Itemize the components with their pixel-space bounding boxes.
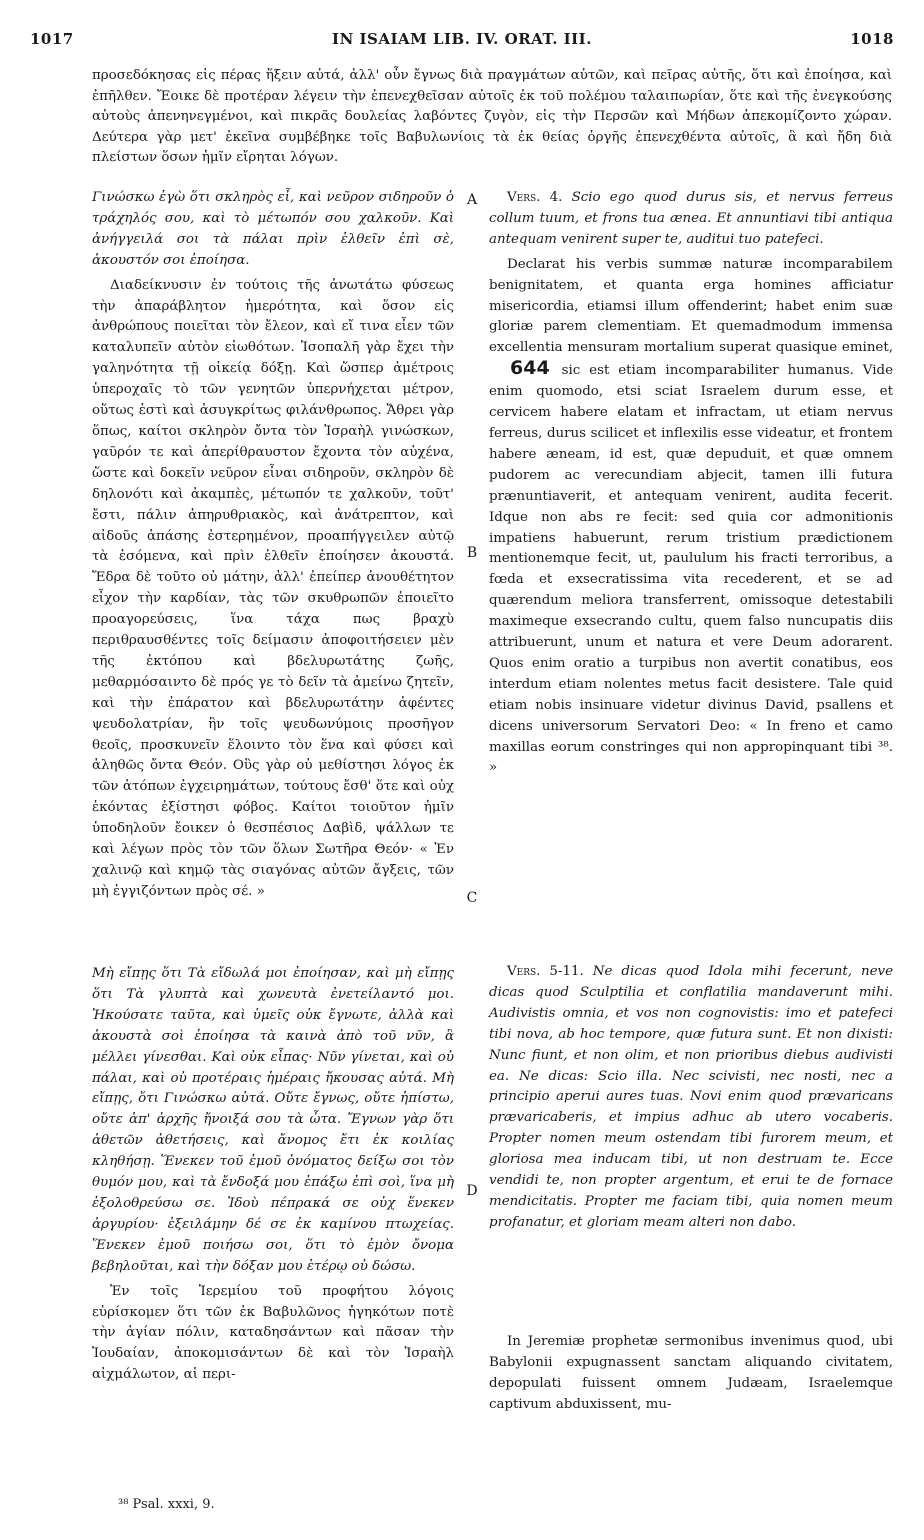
margin-letter-b: B	[466, 545, 478, 561]
margin-letter-d: D	[466, 1183, 478, 1199]
running-header	[30, 30, 894, 52]
greek-column-upper	[92, 188, 454, 903]
verse-label: Vers. 5-11.	[507, 964, 584, 979]
latin-verses-5-11	[489, 962, 893, 1234]
verse-label: Vers. 4.	[507, 190, 563, 205]
running-title: IN ISAIAM LIB. IV. ORAT. III.	[332, 30, 592, 48]
margin-letter-a: A	[466, 192, 478, 208]
margin-letter-c: C	[466, 890, 478, 906]
greek-commentary-1: Διαδείκνυσιν ἐν τούτοις τῆς ἀνωτάτω φύσεως τὴν ἀπαράβλητον ἡμερότητα, καὶ ὅσον εἰς ἀνθρώπους ποιεῖται τὸν ἔλεον, καὶ εἴ τινα εἶεν τῶν καταλυπεῖν αὐτὸν εἰωθότων. Ἰσοπαλῆ γὰρ ἔχει τὴν γαληνότητα τῇ οἰκείᾳ δόξῃ. Καὶ ὥσπερ ἀμέτροις ὑπεροχαῖς τὸ τῶν γενητῶν ὑπερνήχεται μέτρον, οὕτως ἐστὶ καὶ ἀσυγκρίτως φιλάνθρωπος. Ἄθρει γὰρ ὅπως, καίτοι σκληρὸν ὄντα τὸν Ἰσραὴλ γινώσκων, γαῦρόν τε καὶ ἀπερίθραυστον ἔχοντα τὸν αὐχένα, ὥστε καὶ δοκεῖν νεῦρον εἶναι σιδηροῦν, σκληρὸν δὲ δηλονότι καὶ ἀκαμπὲς, μέτωπόν τε χαλκοῦν, τοῦτ' ἔστι, πάλιν ἀπηρυθριακὸς, καὶ ἀνάτρεπτον, καὶ αἰδοῦς ἁπάσης ἐστερημένον, προαπήγγειλεν αὐτῷ τὰ ἐσόμενα, καὶ πρὶν ἐλθεῖν ἐποίησεν ἀκουστά. Ἔδρα δὲ τοῦτο οὐ μάτην, ἀλλ' ἐπείπερ ἀνουθέτητον εἶχον τὴν καρδίαν, τὰς τῶν σκυθρωπῶν ἐποιεῖτο προαγορεύσεις, ἵνα τάχα πως βραχὺ περιθραυσθέντες τοῖς δείμασιν ἀποφοιτήσειεν μὲν τῆς ἐκτόπου καὶ βδελυρωτάτης ζωῆς, μεθαρμόσαιντο δὲ πρός γε τὸ δεῖν τὰ ἀμείνω ζητεῖν, καὶ τὴν ἐπάρατον καὶ βδελυρωτάτην ἀφέντες ψευδολατρίαν, ἣν τοῖς ψευδωνύμοις προσῆγον θεοῖς, προσκυνεῖν ἕλοιντο τὸν ἕνα καὶ φύσει καὶ ἀληθῶς ὄντα Θεόν. Οὓς γὰρ οὐ μεθίστησι λόγος ἐκ τῶν ἀτόπων ἐγχειρημάτων, τούτους ἔσθ' ὅτε καὶ οὐχ ἑκόντας ἐξίστησι φόβος. Καίτοι τοιοῦτον ἡμῖν ὑποδηλοῦν ἔοικεν ὁ θεσπέσιος Δαβὶδ, ψάλλων τε καὶ λέγων πρὸς τὸν τῶν ὅλων Σωτῆρα Θεόν· « Ἐν χαλινῷ καὶ κημῷ τὰς σιαγόνας αὐτῶν ἄγξεις, τῶν μὴ ἐγγιζόντων πρὸς σέ. »	[92, 277, 454, 899]
greek-commentary-2: Ἐν τοῖς Ἱερεμίου τοῦ προφήτου λόγοις εὑρίσκομεν ὅτι τῶν ἐκ Βαβυλῶνος ἡγηκότων ποτὲ τὴν ἁγίαν πόλιν, καταδησάντων καὶ πᾶσαν τὴν Ἰουδαίαν, ἀποκομισάντων δὲ καὶ τὸν Ἰσραὴλ αἰχμάλωτον, αἱ περι-	[92, 1283, 454, 1383]
page-number-right: 1018	[850, 30, 894, 48]
latin-column-upper	[489, 188, 893, 779]
latin-lemma-verse-4: Scio ego quod durus sis, et nervus ferreus collum tuum, et frons tua ænea. Et annuntiavi tibi antiqua antequam venirent super te, auditui tuo patefeci.	[489, 190, 893, 247]
greek-lemma-verses-5-11: Μὴ εἴπῃς ὅτι Τὰ εἴδωλά μοι ἐποίησαν, καὶ μὴ εἴπῃς ὅτι Τὰ γλυπτὰ καὶ χωνευτὰ ἐνετείλαντό μοι. Ἠκούσατε ταῦτα, καὶ ὑμεῖς οὐκ ἔγνωτε, ἀλλὰ καὶ ἀκουστὰ σοὶ ἐποίησα τὰ καινὰ ἀπὸ τοῦ νῦν, ἃ μέλλει γίνεσθαι. Καὶ οὐκ εἶπας· Νῦν γίνεται, καὶ οὐ πάλαι, καὶ οὐ προτέραις ἡμέραις ἤκουσας αὐτά. Μὴ εἴπῃς, ὅτι Γινώσκω αὐτά. Οὔτε ἔγνως, οὔτε ἠπίστω, οὔτε ἀπ' ἀρχῆς ἤνοιξά σου τὰ ὦτα. Ἔγνων γὰρ ὅτι ἀθετῶν ἀθετήσεις, καὶ ἄνομος ἔτι ἐκ κοιλίας κληθήσῃ. Ἕνεκεν τοῦ ἐμοῦ ὀνόματος δείξω σοι τὸν θυμόν μου, καὶ τὰ ἔνδοξά μου ἐπάξω ἐπὶ σοὶ, ἵνα μὴ ἐξολοθρεύσω σε. Ἰδοὺ πέπρακά σε οὐχ ἕνεκεν ἀργυρίου· ἐξειλάμην δέ σε ἐκ καμίνου πτωχείας. Ἕνεκεν ἐμοῦ ποιήσω σοι, ὅτι τὸ ἐμὸν ὄνομα βεβηλοῦται, καὶ τὴν δόξαν μου ἑτέρῳ οὐ δώσω.	[92, 966, 454, 1274]
greek-column-lower	[92, 964, 454, 1386]
latin-commentary-2: In Jeremiæ prophetæ sermonibus invenimus quod, ubi Babylonii expugnassent sanctam aliquando civitatem, depopulati fuissent omnem Judæam, Israelemque captivum abduxissent, mu-	[489, 1334, 893, 1412]
greek-lemma-verse-4: Γινώσκω ἐγὼ ὅτι σκληρὸς εἶ, καὶ νεῦρον σιδηροῦν ὁ τράχηλός σου, καὶ τὸ μέτωπόν σου χαλκοῦν. Καὶ ἀνήγγειλά σοι τὰ πάλαι πρὶν ἐλθεῖν ἐπὶ σὲ, ἀκουστόν σοι ἐποίησα.	[92, 190, 454, 268]
latin-column-lower	[489, 962, 893, 1234]
latin-lemma-verses-5-11: Ne dicas quod Idola mihi fecerunt, neve dicas quod Sculptilia et conflatilia mandaverunt mihi. Audivistis omnia, et vos non cognovistis: imo et patefeci tibi nova, ab hoc tempore, quæ futura sunt. Et non dixisti: Nunc fiunt, et non olim, et non prioribus diebus audivisti ea. Ne dicas: Scio illa. Nec scivisti, nec nosti, nec a principio aperui aures tuas. Novi enim quod prævaricans prævaricaberis, et impius adhuc ab utero vocaberis. Propter nomen meum ostendam tibi furorem meum, et gloriosa mea inducam tibi, ut non destruam te. Ecce vendidi te, non propter argentum, et erui te de fornace mendicitatis. Propter me faciam tibi, quia nomen meum profanatur, et gloriam meam alteri non dabo.	[489, 964, 893, 1230]
latin-commentary-1-part-a: Declarat his verbis summæ naturæ incomparabilem benignitatem, et quanta erga homines afficiatur misericordia, etiamsi illum offenderint; habet enim suæ gloriæ parem clementiam. Et quemadmodum immensa excellentia mensuram mortalium superat quasique eminet,	[489, 256, 893, 356]
latin-column-bottom	[489, 1332, 893, 1416]
footnote: ³⁸ Psal. xxxi, 9.	[118, 1497, 215, 1512]
top-continuation	[92, 66, 892, 169]
migne-page-number: 644	[510, 357, 550, 380]
latin-commentary-1	[489, 255, 893, 780]
latin-commentary-1-part-b: sic est etiam incomparabiliter humanus. Vide enim quomodo, etsi sciat Israelem durum esse, et cervicem habere elatam et infractam, ut etiam nervus ferreus, durus scilicet et inflexilis esse videatur, et frontem habere æneam, id est, quæ depuduit, et quæ omnem pudorem ac verecundiam abjecit, tamen illi futura prænuntiaverit, et antequam venirent, audita fecerit. Idque non abs re fecit: sed quia cor admonitionis impatiens habuerunt, rerum tristium prædictionem mentionemque fecit, ut, paululum his fracti terroribus, a fœda et exsecratissima vita recederent, et se ad quærendum meliora transferrent, omissoque detestabili maximeque exsecrando cultu, quem falso nuncupatis diis attribuerunt, unum et natura et vere Deum adorarent. Quos enim oratio a turpibus non avertit conatibus, eos interdum etiam nolentes metus facit desistere. Tale quid etiam nobis insinuare videtur divinus David, psallens et dicens universorum Servatori Deo: « In freno et camo maxillas eorum constringes qui non appropinquant tibi ³⁸. »	[489, 363, 893, 776]
top-paragraph: προσεδόκησας εἰς πέρας ἥξειν αὐτά, ἀλλ' οὖν ἔγνως διὰ πραγμάτων αὐτῶν, καὶ πεῖρας αὐτῆς, ὅτι καὶ ἐποίησα, καὶ ἐπῆλθεν. Ἔοικε δὲ προτέραν λέγειν τὴν ἐπενεχθεῖσαν αὐτοῖς ἐκ τοῦ πολέμου ταλαιπωρίαν, ὅτε καὶ τῆς ἐνεγκούσης αὐτοὺς ἀπενηνεγμένοι, καὶ πικρᾶς δουλείας λαβόντες ζυγὸν, εἰς τὴν Περσῶν καὶ Μήδων ἀπεκομίζοντο χώραν. Δεύτερα γὰρ μετ' ἐκεῖνα συμβέβηκε τοῖς Βαβυλωνίοις τὰ ἐκ θείας ὀργῆς ἐπενεχθέντα αὐτοῖς, ἃ καὶ ἤδη διὰ πλείστων ὅσων ἡμῖν εἴρηται λόγων.	[92, 68, 892, 165]
latin-verse-4	[489, 188, 893, 251]
page-number-left: 1017	[30, 30, 74, 48]
